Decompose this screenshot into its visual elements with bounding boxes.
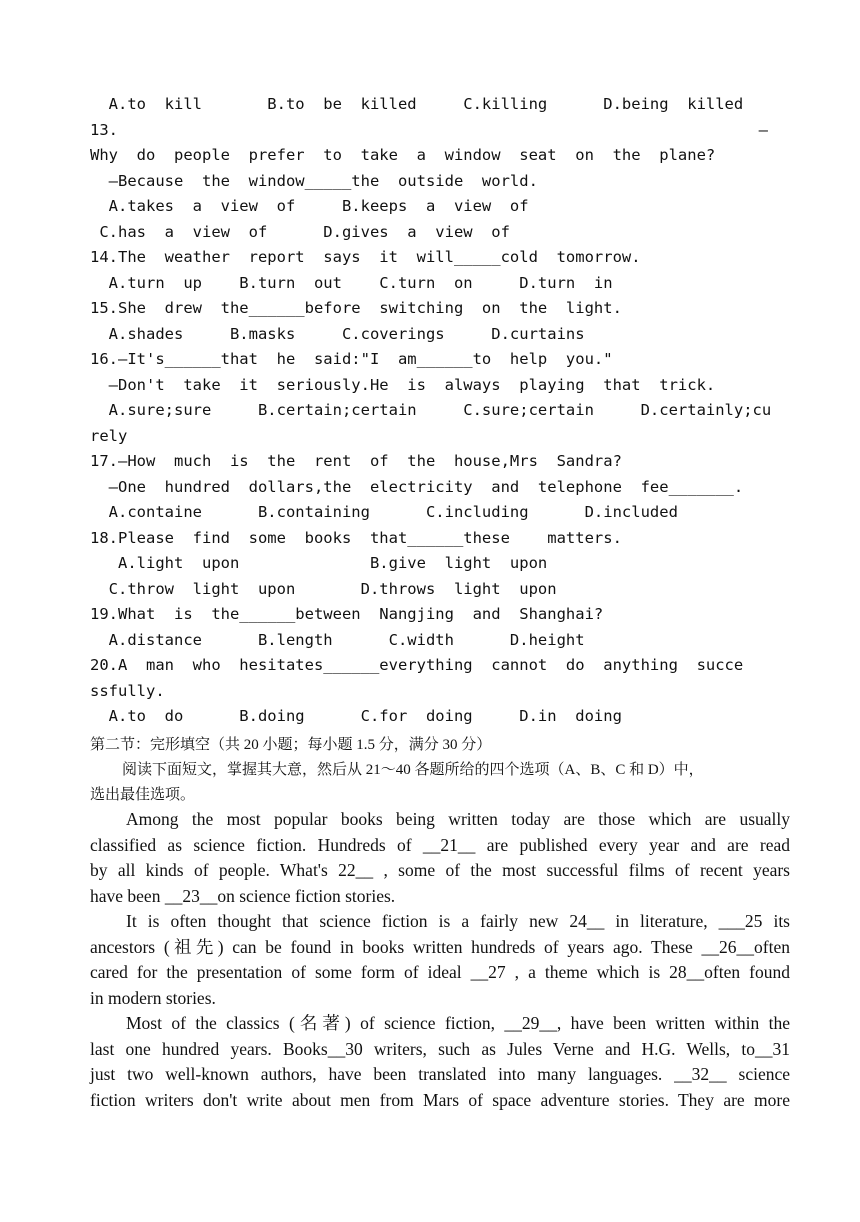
passage-line: fiction writers don't write about men from Mars of space adventure stories. They are more [90,1089,790,1110]
passage-line: Among the most popular books being written today are those which are usually [126,809,790,829]
q13-dash: — [758,121,768,139]
passage-paragraph-2 [90,909,790,1011]
mcq-line: A.light upon B.give light upon [90,554,548,572]
passage-line: classified as science fiction. Hundreds of __21__ are published every year and are read [90,834,790,855]
passage-line: It is often thought that science fiction is a fairly new 24__ in literature, ___25 its [126,911,790,931]
mcq-line: 20.A man who hesitates______everything cannot do anything succe [90,656,744,674]
mcq-line: 14.The weather report says it will_____cold tomorrow. [90,248,641,266]
instructions-line-2: 选出最佳选项。 [90,787,196,803]
passage-line: in modern stories. [90,987,216,1008]
mcq-line: —Don't take it seriously.He is always playing that trick. [90,376,716,394]
mcq-line: —Because the window_____the outside world. [90,172,538,190]
passage-line: ancestors (祖先) can be found in books written hundreds of years ago. These __26__often [90,936,790,957]
passage-paragraph-3 [90,1011,790,1113]
instructions-line-1: 阅读下面短文，掌握其大意，然后从 21～40 各题所给的四个选项（A、B、C 和 D）中， [122,762,704,778]
passage-line: cared for the presentation of some form of ideal __27 , a theme which is 28__often found [90,962,790,983]
mcq-line: A.shades B.masks C.coverings D.curtains [90,325,585,343]
mcq-line: A.sure;sure B.certain;certain C.sure;certain D.certainly;cu [90,401,772,419]
mcq-line: A.turn up B.turn out C.turn on D.turn in [90,274,613,292]
mcq-line: rely [90,427,128,445]
mcq-line: —One hundred dollars,the electricity and telephone fee_______. [90,478,744,496]
mcq-line: A.to kill B.to be killed C.killing D.being killed [90,95,744,113]
mcq-line: 18.Please find some books that______these matters. [90,529,622,547]
mcq-line: 13. [90,121,118,139]
mcq-line: A.containe B.containing C.including D.included [90,503,678,521]
mcq-line: C.throw light upon D.throws light upon [90,580,557,598]
mcq-line: 19.What is the______between Nangjing and Shanghai? [90,605,604,623]
mcq-line: ssfully. [90,682,165,700]
mcq-line: C.has a view of D.gives a view of [90,223,510,241]
passage-paragraph-1 [90,807,790,909]
passage-line: last one hundred years. Books__30 writers, such as Jules Verne and H.G. Wells, to__31 [90,1038,790,1059]
mcq-line: 16.—It's______that he said:"I am______to help you." [90,350,613,368]
mcq-line: A.distance B.length C.width D.height [90,631,585,649]
mcq-line: 17.—How much is the rent of the house,Mrs Sandra? [90,452,622,470]
passage-line: just two well-known authors, have been translated into many languages. __32__ science [90,1064,790,1085]
mcq-line: 15.She drew the______before switching on the light. [90,299,622,317]
mcq-line: A.to do B.doing C.for doing D.in doing [90,707,622,725]
passage-line: Most of the classics (名著) of science fiction, __29__, have been written within the [126,1013,790,1033]
section-title: 第二节：完形填空（共 20 小题；每小题 1.5 分，满分 30 分） [90,737,492,753]
mcq-line: A.takes a view of B.keeps a view of [90,197,529,215]
passage-line: by all kinds of people. What's 22__ , some of the most successful films of recent years [90,860,790,881]
passage-line: have been __23__on science fiction stories. [90,885,396,906]
mcq-line: Why do people prefer to take a window seat on the plane? [90,146,716,164]
